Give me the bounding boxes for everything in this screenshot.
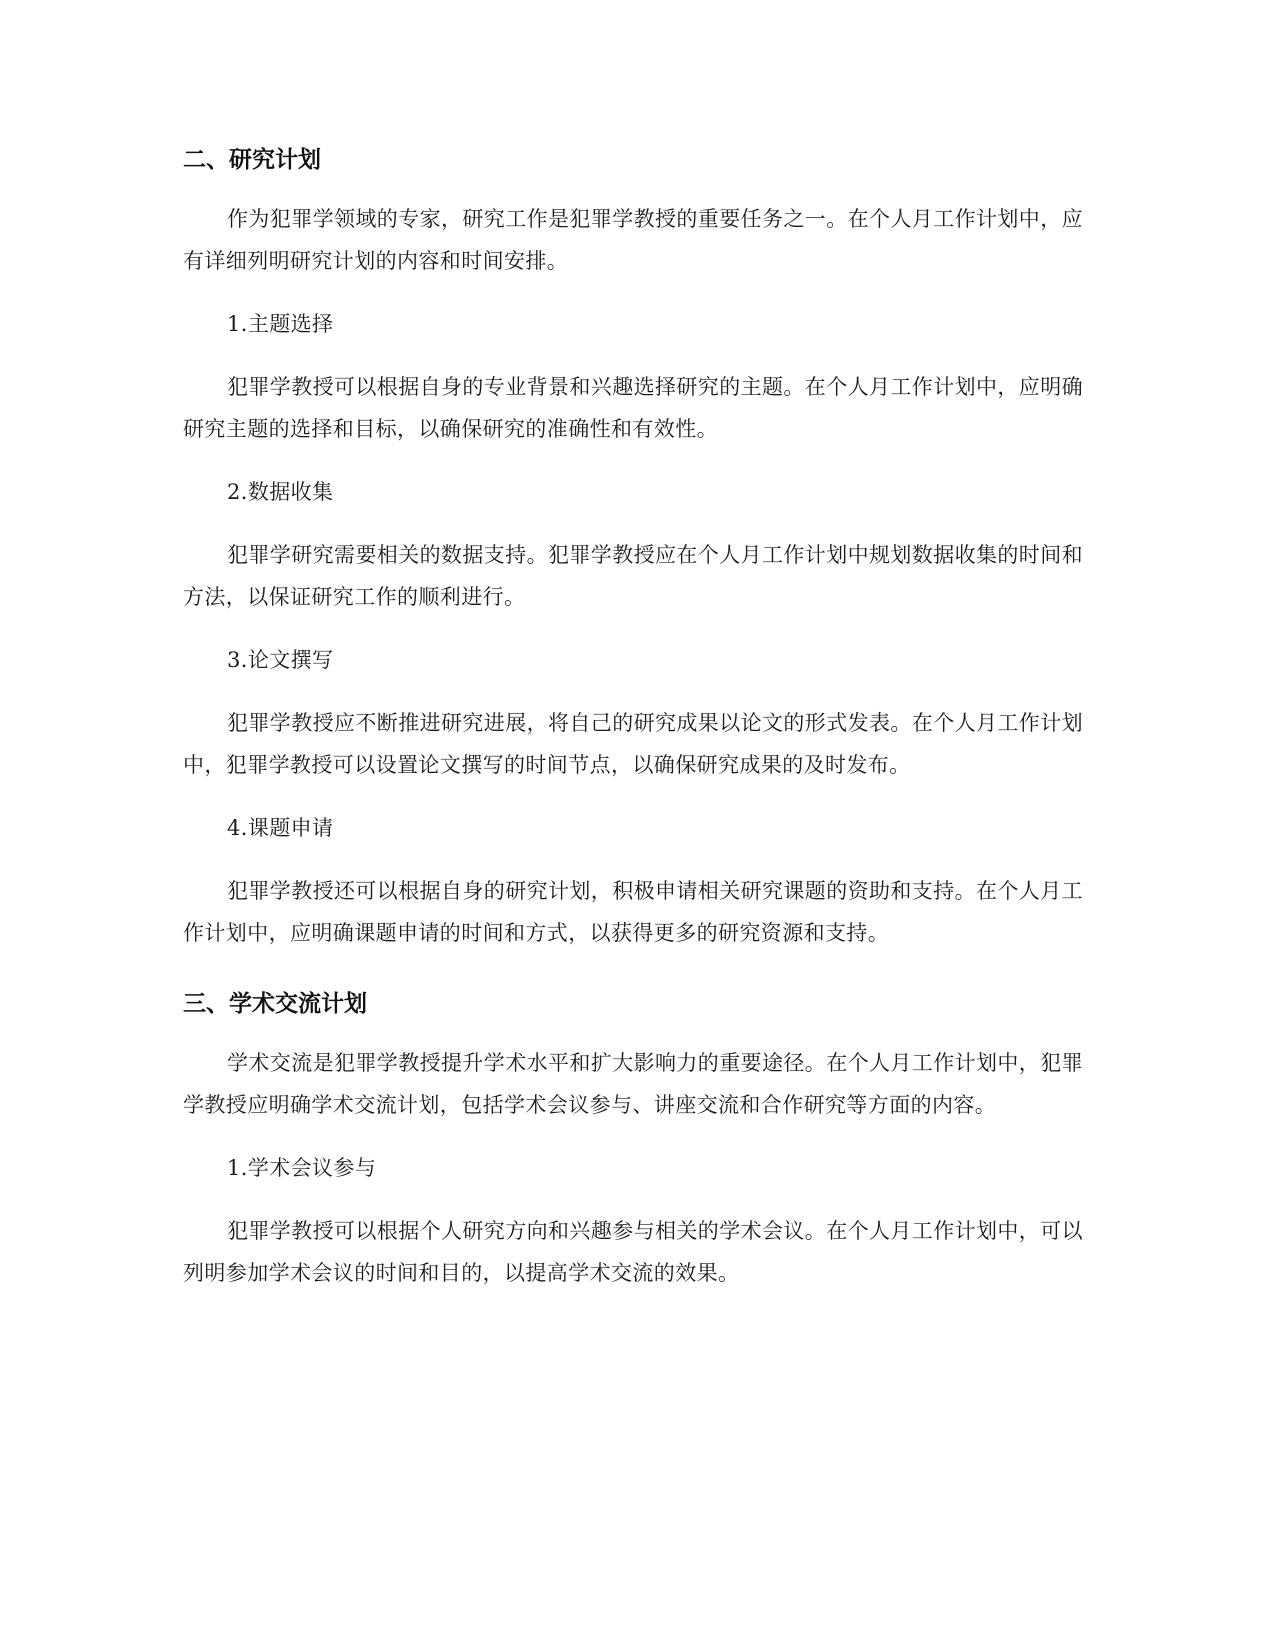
section-intro-research-plan: 作为犯罪学领域的专家，研究工作是犯罪学教授的重要任务之一。在个人月工作计划中，应有详细列明研究计划的内容和时间安排。	[183, 207, 1083, 273]
document-content	[183, 140, 1083, 1316]
section-intro-academic-exchange: 学术交流是犯罪学教授提升学术水平和扩大影响力的重要途径。在个人月工作计划中，犯罪学教授应明确学术交流计划，包括学术会议参与、讲座交流和合作研究等方面的内容。	[183, 1051, 1083, 1117]
subheading-data-collection: 2.数据收集	[227, 480, 334, 504]
paragraph-project-application: 犯罪学教授还可以根据自身的研究计划，积极申请相关研究课题的资助和支持。在个人月工作计划中，应明确课题申请的时间和方式，以获得更多的研究资源和支持。	[183, 879, 1083, 945]
subheading-paper-writing: 3.论文撰写	[227, 648, 334, 672]
subheading-topic-selection: 1.主题选择	[227, 312, 334, 336]
paragraph-topic-selection: 犯罪学教授可以根据自身的专业背景和兴趣选择研究的主题。在个人月工作计划中，应明确研究主题的选择和目标，以确保研究的准确性和有效性。	[183, 375, 1083, 441]
subheading-project-application: 4.课题申请	[227, 816, 334, 840]
paragraph-paper-writing: 犯罪学教授应不断推进研究进展，将自己的研究成果以论文的形式发表。在个人月工作计划中，犯罪学教授可以设置论文撰写的时间节点，以确保研究成果的及时发布。	[183, 711, 1083, 777]
subheading-conference-participation: 1.学术会议参与	[227, 1156, 377, 1180]
section-heading-research-plan: 二、研究计划	[183, 147, 321, 173]
paragraph-conference-participation: 犯罪学教授可以根据个人研究方向和兴趣参与相关的学术会议。在个人月工作计划中，可以列明参加学术会议的时间和目的，以提高学术交流的效果。	[183, 1219, 1083, 1285]
section-heading-academic-exchange: 三、学术交流计划	[183, 991, 367, 1017]
paragraph-data-collection: 犯罪学研究需要相关的数据支持。犯罪学教授应在个人月工作计划中规划数据收集的时间和方法，以保证研究工作的顺利进行。	[183, 543, 1083, 609]
